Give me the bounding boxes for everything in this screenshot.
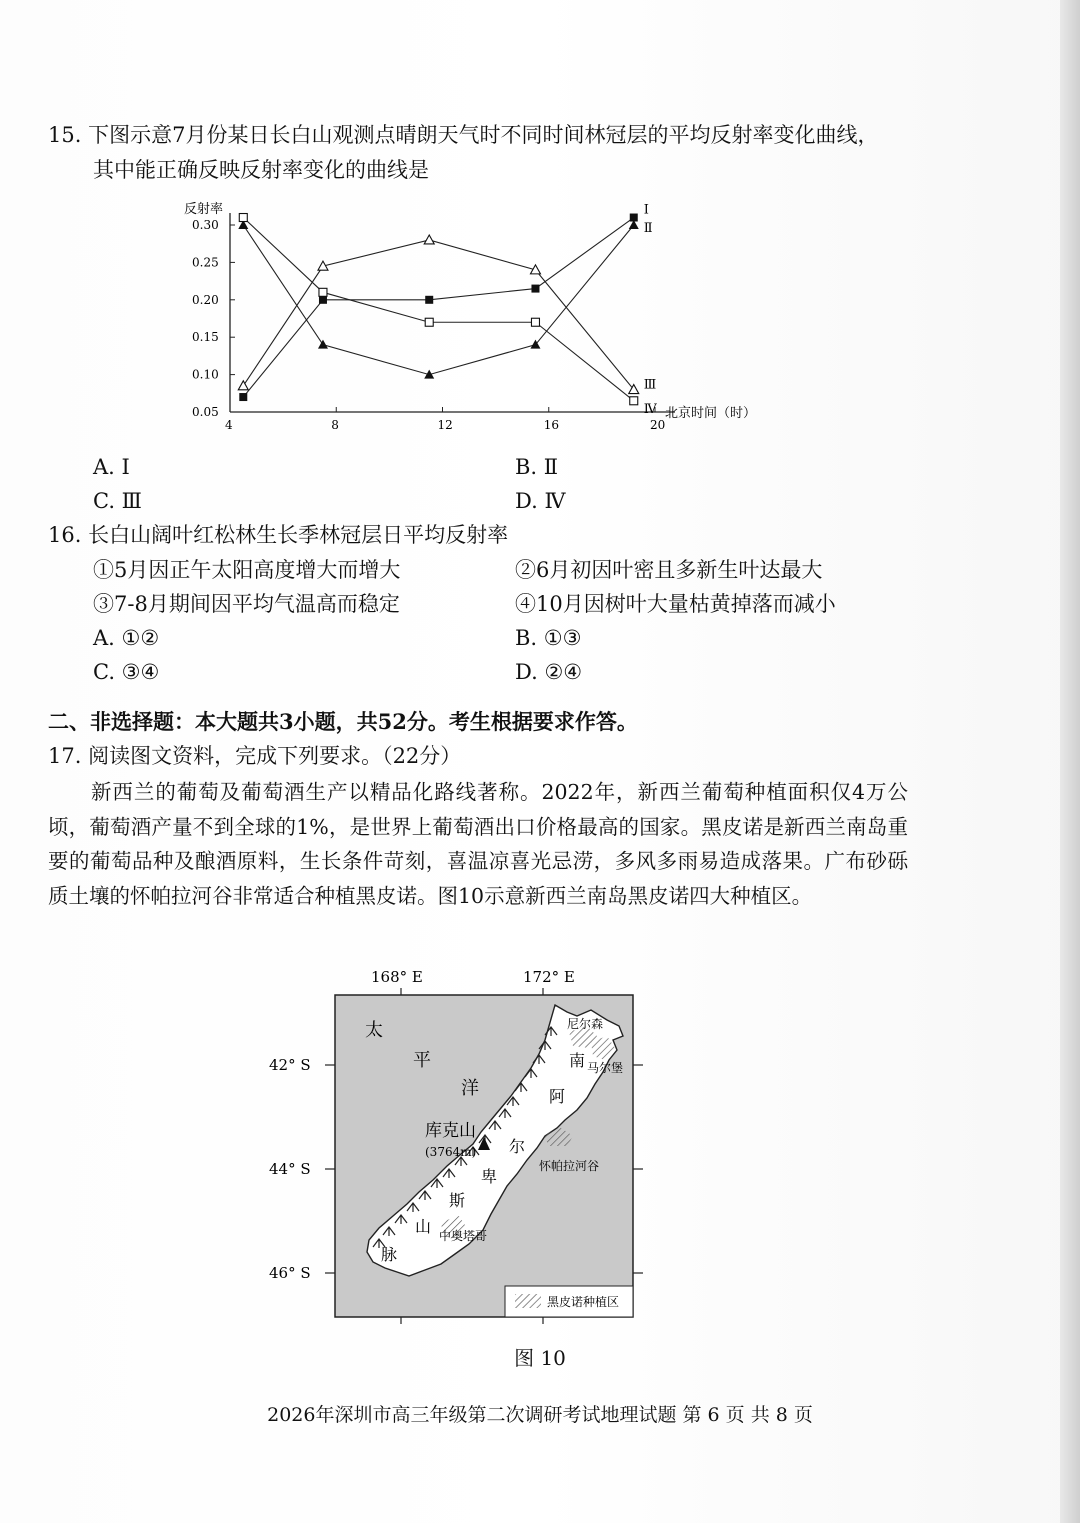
mount-cook-label: 库克山	[425, 1121, 476, 1141]
region-nelson-label: 尼尔森	[567, 1017, 604, 1031]
series-1-point	[531, 285, 539, 293]
q16-statement-1: ①5月因正午太阳高度增大而增大	[93, 558, 401, 582]
y-tick-label: 0.15	[192, 330, 219, 345]
q15-option-c[interactable]: C. Ⅲ	[93, 489, 142, 513]
chart-series-lines	[243, 218, 633, 401]
q15-number: 15.	[48, 123, 82, 147]
q15-option-b[interactable]: B. Ⅱ	[515, 455, 559, 479]
y-tick-label: 0.20	[192, 292, 219, 307]
x-tick-label: 12	[437, 418, 453, 432]
series-1-point	[319, 296, 327, 304]
range-char-2: 阿	[549, 1087, 566, 1106]
series-1-point	[239, 393, 247, 401]
chart-ylabel: 反射率	[184, 202, 224, 217]
x-tick-label: 4	[225, 418, 233, 432]
series-3-point	[238, 381, 248, 390]
q15-text-1: 下图示意7月份某日长白山观测点晴朗天气时不同时间林冠层的平均反射率变化曲线，	[88, 123, 879, 147]
q15-line2: 其中能正确反映反射率变化的曲线是	[93, 158, 429, 182]
series-line-2	[243, 225, 633, 375]
q17-paragraph-text: 新西兰的葡萄及葡萄酒生产以精品化路线著称。2022年，新西兰葡萄种植面积仅4万公顷，葡萄酒产量不到全球的1%，是世界上葡萄酒出口价格最高的国家。黑皮诺是新西兰南岛重要的葡萄品种及酿酒原料，生长条件苛刻，喜温凉喜光忌涝，多风多雨易造成落果。广布砂砾质土壤的怀帕拉河谷非常适合种植黑皮诺。图10示意新西兰南岛黑皮诺四大种植区。	[48, 780, 908, 908]
page-edge-shadow	[1060, 0, 1080, 1523]
series-2-point	[318, 340, 328, 349]
range-char-3: 尔	[509, 1137, 526, 1156]
map-caption: 图 10	[514, 1346, 566, 1370]
q16-statement-3: ③7-8月期间因平均气温高而稳定	[93, 592, 400, 616]
page-footer: 2026年深圳市高三年级第二次调研考试地理试题 第 6 页 共 8 页	[267, 1404, 813, 1426]
series-line-1	[243, 218, 633, 398]
lat-label-46: 46° S	[269, 1264, 311, 1282]
region-otago-label: 中奥塔哥	[439, 1229, 488, 1243]
y-tick-label: 0.25	[192, 255, 219, 270]
q16-option-a[interactable]: A. ①②	[93, 626, 160, 650]
series-label-3: Ⅲ	[643, 377, 657, 393]
series-4-point	[425, 318, 433, 326]
region-waipara-label: 怀帕拉河谷	[539, 1159, 600, 1173]
q17-stem: 17. 阅读图文资料，完成下列要求。（22分）	[48, 744, 462, 768]
reflectance-chart	[170, 195, 780, 445]
lat-label-44: 44° S	[269, 1160, 311, 1178]
series-4-point	[531, 318, 539, 326]
lat-label-42: 42° S	[269, 1056, 311, 1074]
y-tick-label: 0.05	[192, 405, 219, 419]
range-char-7: 脉	[381, 1245, 398, 1264]
q15-option-d[interactable]: D. Ⅳ	[515, 489, 566, 513]
range-char-5: 斯	[449, 1191, 466, 1210]
series-4-point	[319, 288, 327, 296]
q16-option-c[interactable]: C. ③④	[93, 660, 160, 684]
series-4-point	[239, 214, 247, 222]
series-3-point	[424, 235, 434, 244]
q16-stem: 16. 长白山阔叶红松林生长季林冠层日平均反射率	[48, 523, 509, 547]
series-label-2: Ⅱ	[643, 221, 653, 236]
section2-heading: 二、非选择题：本大题共3小题，共52分。考生根据要求作答。	[48, 709, 638, 734]
region-marlborough-label: 马尔堡	[587, 1061, 624, 1075]
q16-statement-2: ②6月初因叶密且多新生叶达最大	[515, 558, 823, 582]
q16-option-b[interactable]: B. ①③	[515, 626, 582, 650]
lon-label-168: 168° E	[371, 968, 423, 986]
series-line-3	[243, 240, 633, 390]
ocean-char-1: 太	[365, 1020, 383, 1041]
south-island-map	[255, 960, 675, 1335]
chart-xlabel: 北京时间（时）	[665, 406, 757, 421]
legend-swatch	[515, 1294, 541, 1308]
x-tick-label: 16	[543, 418, 560, 432]
q15-option-a[interactable]: A. Ⅰ	[93, 455, 130, 479]
series-1-point	[425, 296, 433, 304]
legend-label: 黑皮诺种植区	[547, 1295, 620, 1309]
range-char-6: 山	[415, 1217, 432, 1236]
x-tick-label: 20	[650, 418, 666, 432]
range-char-1: 南	[569, 1051, 586, 1070]
series-label-1: Ⅰ	[643, 202, 649, 218]
ocean-char-3: 洋	[461, 1078, 479, 1099]
ocean-char-2: 平	[413, 1050, 431, 1071]
y-tick-label: 0.10	[192, 367, 219, 382]
chart-series-labels	[644, 203, 658, 417]
range-char-4: 卑	[481, 1167, 498, 1186]
lon-label-172: 172° E	[523, 968, 575, 986]
q15-line1	[48, 120, 878, 150]
mount-cook-height: (3764m)	[425, 1145, 477, 1159]
series-line-4	[243, 218, 633, 401]
x-tick-label: 8	[331, 418, 339, 432]
y-tick-label: 0.30	[192, 218, 219, 232]
chart-axes	[230, 213, 675, 412]
series-4-point	[630, 397, 638, 405]
q17-paragraph	[48, 775, 908, 913]
series-label-4: Ⅳ	[643, 401, 657, 417]
q16-option-d[interactable]: D. ②④	[515, 660, 583, 684]
q16-statement-4: ④10月因树叶大量枯黄掉落而减小	[515, 592, 836, 616]
